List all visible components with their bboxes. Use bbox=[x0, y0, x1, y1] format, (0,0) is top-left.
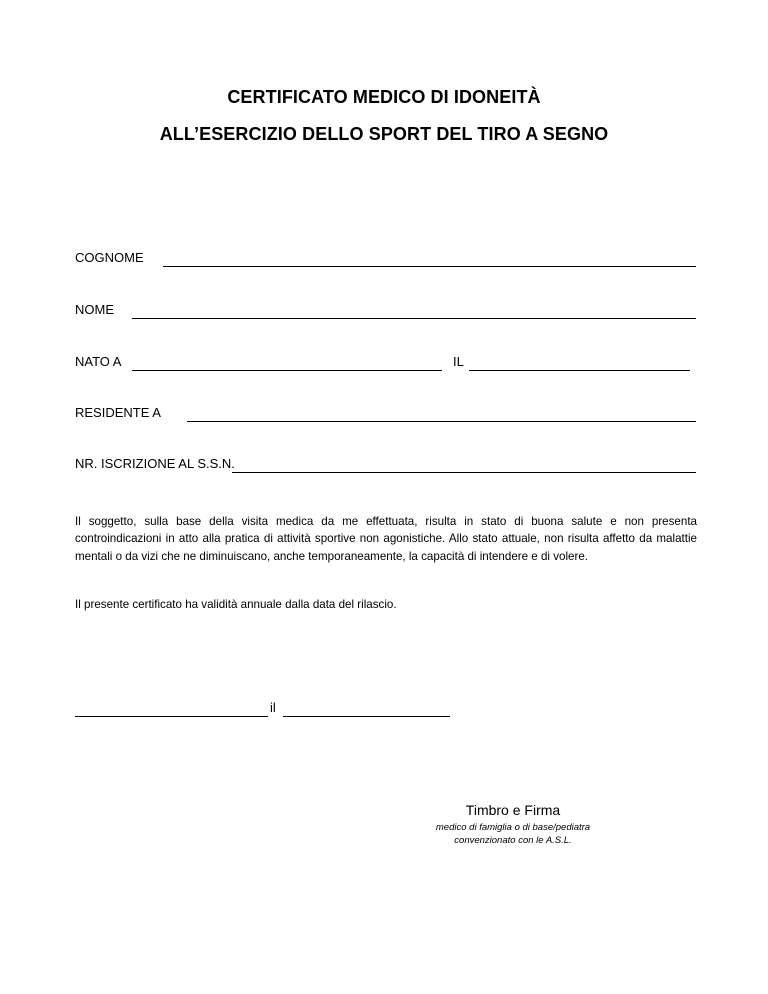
nato-label: NATO A bbox=[75, 354, 122, 369]
document-title: CERTIFICATO MEDICO DI IDONEITÀ bbox=[227, 87, 541, 107]
declaration-paragraph: Il soggetto, sulla base della visita medica da me effettuata, risulta in stato di buona salute e non presenta controindicazioni in atto alla pratica di attività sportive non agonistiche. Allo stato attuale, non risulta affetto da malattie mentali o da vizi che ne diminuiscano, anche temporaneamente, la capacità di intendere e di volere. bbox=[75, 515, 697, 563]
validity-paragraph: Il presente certificato ha validità annuale dalla data del rilascio. bbox=[75, 598, 397, 611]
nome-field bbox=[75, 302, 696, 322]
issue-date-blank-line[interactable] bbox=[283, 716, 450, 717]
place-date-il-label: il bbox=[270, 700, 276, 715]
cognome-label: COGNOME bbox=[75, 250, 144, 265]
ssn-blank-line[interactable] bbox=[232, 472, 696, 473]
residente-blank-line[interactable] bbox=[187, 421, 696, 422]
birth-date-blank-line[interactable] bbox=[469, 370, 690, 371]
nome-blank-line[interactable] bbox=[132, 318, 696, 319]
stamp-note-line1: medico di famiglia o di base/pediatra bbox=[435, 822, 591, 833]
place-date-row bbox=[75, 700, 455, 720]
document-subtitle: ALL’ESERCIZIO DELLO SPORT DEL TIRO A SEGNO bbox=[159, 124, 609, 144]
il-label: IL bbox=[453, 354, 464, 369]
place-blank-line[interactable] bbox=[75, 716, 268, 717]
residente-label: RESIDENTE A bbox=[75, 405, 161, 420]
nato-blank-line[interactable] bbox=[132, 370, 442, 371]
cognome-field bbox=[75, 250, 696, 270]
stamp-note-line2: convenzionato con le A.S.L. bbox=[454, 835, 572, 846]
residente-field bbox=[75, 405, 696, 425]
nome-label: NOME bbox=[75, 302, 114, 317]
ssn-field bbox=[75, 456, 696, 476]
ssn-label: NR. ISCRIZIONE AL S.S.N. bbox=[75, 456, 235, 471]
stamp-signature-label: Timbro e Firma bbox=[465, 802, 561, 818]
cognome-blank-line[interactable] bbox=[163, 266, 696, 267]
nato-field bbox=[75, 354, 696, 374]
